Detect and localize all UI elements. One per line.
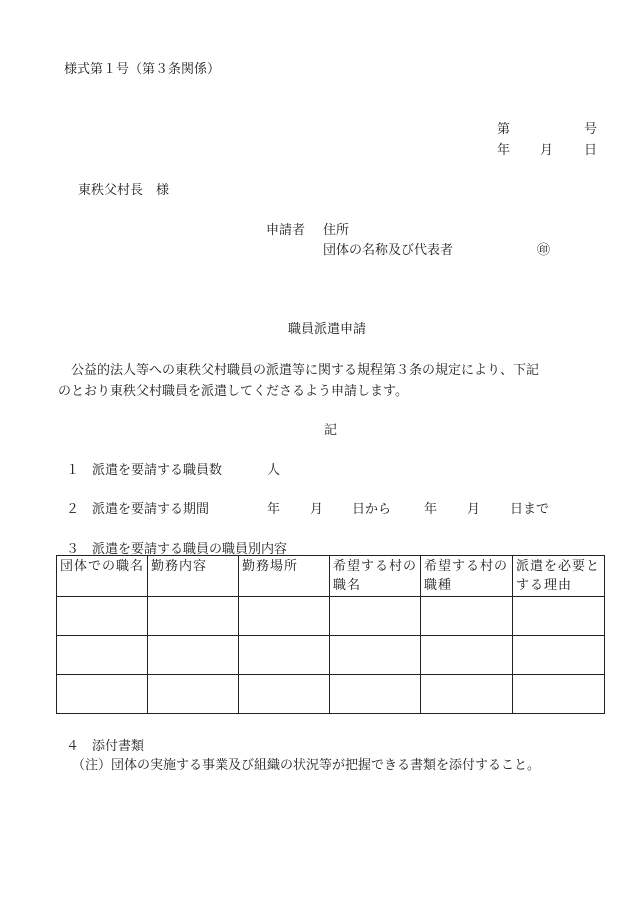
item2-from-month: 月 [310,502,324,517]
item1-unit: 人 [267,463,281,478]
table-cell[interactable] [239,636,330,675]
header-work-content: 勤務内容 [148,556,239,597]
header-org-position: 団体での職名 [57,556,148,597]
table-cell[interactable] [239,597,330,636]
header-dispatch-reason: 派遣を必要とする理由 [513,556,605,597]
seal-mark: ㊞ [537,243,551,258]
table-cell[interactable] [421,636,513,675]
applicant-label: 申請者 [266,223,306,238]
date-year: 年 [497,143,511,158]
doc-no-suffix: 号 [584,122,598,137]
table-cell[interactable] [148,597,239,636]
item2-from-year: 年 [267,502,281,517]
table-row [57,636,605,675]
header-desired-village-job-type: 希望する村の職種 [421,556,513,597]
applicant-org-label: 団体の名称及び代表者 [323,243,454,258]
table-cell[interactable] [513,675,605,714]
table-cell[interactable] [330,675,421,714]
item2-from-day: 日から [352,502,392,517]
item2-to-month: 月 [467,502,481,517]
form-number: 様式第１号（第３条関係） [64,62,221,77]
table-cell[interactable] [421,675,513,714]
header-work-location: 勤務場所 [239,556,330,597]
item1-label: １ 派遣を要請する職員数 [66,463,223,478]
table-cell[interactable] [513,636,605,675]
header-desired-village-position: 希望する村の職名 [330,556,421,597]
table-cell[interactable] [148,636,239,675]
table-cell[interactable] [57,675,148,714]
table-cell[interactable] [57,636,148,675]
date-day: 日 [584,143,598,158]
table-cell[interactable] [421,597,513,636]
table-row [57,597,605,636]
item3-label: ３ 派遣を要請する職員の職員別内容 [66,542,288,557]
item2-to-year: 年 [424,502,438,517]
table-header-row [57,556,605,597]
addressee: 東秩父村長 様 [78,183,170,198]
table-cell[interactable] [148,675,239,714]
table-cell[interactable] [330,636,421,675]
item4-label: ４ 添付書類 [66,739,145,754]
document-title: 職員派遣申請 [288,322,367,337]
table-cell[interactable] [330,597,421,636]
doc-no-prefix: 第 [497,122,511,137]
item2-to-day: 日まで [510,502,550,517]
table-cell[interactable] [57,597,148,636]
dispatch-details-table [56,555,605,714]
ki-heading: 記 [324,423,338,438]
body-text-line-2: のとおり東秩父村職員を派遣してくださるよう申請します。 [58,384,408,399]
table-cell[interactable] [513,597,605,636]
attachment-note: （注）団体の実施する事業及び組織の状況等が把握できる書類を添付すること。 [72,758,541,773]
date-month: 月 [540,143,554,158]
item2-label: ２ 派遣を要請する期間 [66,502,210,517]
applicant-address-label: 住所 [323,223,350,238]
table-cell[interactable] [239,675,330,714]
table-row [57,675,605,714]
body-text-line-1: 公益的法人等への東秩父村職員の派遣等に関する規程第３条の規定により、下記 [58,363,540,378]
